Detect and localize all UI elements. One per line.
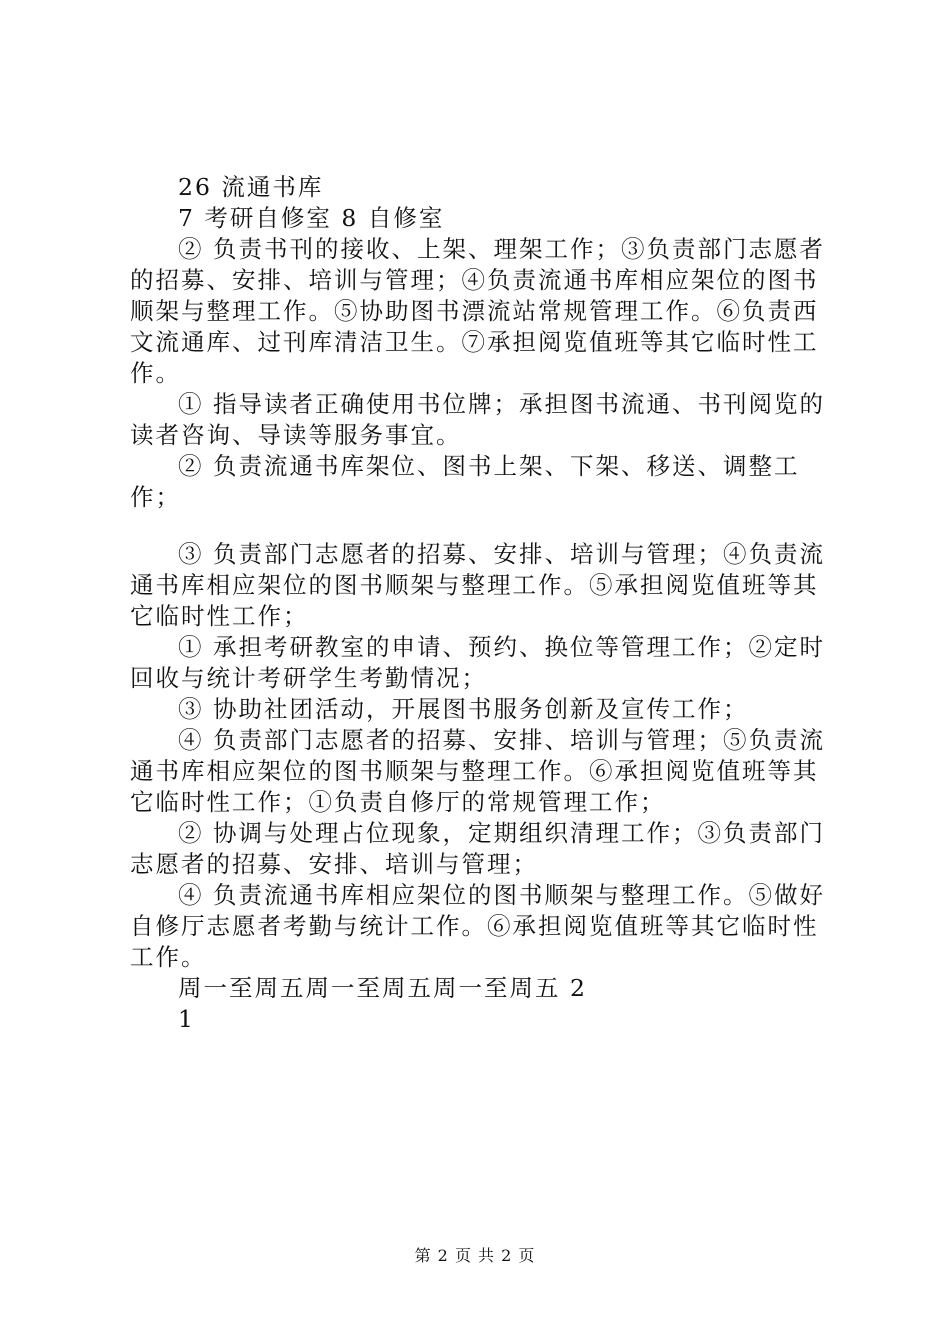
paragraph: ③ 负责部门志愿者的招募、安排、培训与管理；④负责流通书库相应架位的图书顺架与整理工作。⑤承担阅览值班等其它临时性工作；: [130, 540, 825, 630]
paragraph: ④ 负责部门志愿者的招募、安排、培训与管理；⑤负责流通书库相应架位的图书顺架与整理工作。⑥承担阅览值班等其它临时性工作；①负责自修厅的常规管理工作；: [130, 726, 825, 816]
paragraph: ② 协调与处理占位现象，定期组织清理工作；③负责部门志愿者的招募、安排、培训与管理；: [130, 819, 825, 878]
page-footer: 第 2 页 共 2 页: [414, 1246, 536, 1265]
paragraph-line: 周一至周五周一至周五周一至周五 2: [178, 974, 587, 1002]
paragraph: ② 负责流通书库架位、图书上架、下架、移送、调整工作；: [130, 452, 800, 511]
document-body: [130, 172, 840, 1035]
paragraph-line: 1: [178, 1005, 195, 1033]
paragraph: ④ 负责流通书库相应架位的图书顺架与整理工作。⑤做好自修厅志愿者考勤与统计工作。⑥承担阅览值班等其它临时性工作。: [130, 881, 825, 971]
paragraph-spacer: [130, 513, 840, 539]
paragraph: ③ 协助社团活动，开展图书服务创新及宣传工作；: [178, 695, 749, 723]
paragraph: ① 承担考研教室的申请、预约、换位等管理工作；②定时回收与统计考研学生考勤情况；: [130, 633, 825, 692]
paragraph: ① 指导读者正确使用书位牌；承担图书流通、书刊阅览的读者咨询、导读等服务事宜。: [130, 390, 825, 449]
paragraph: ② 负责书刊的接收、上架、理架工作；③负责部门志愿者的招募、安排、培训与管理；④负责流通书库相应架位的图书顺架与整理工作。⑤协助图书漂流站常规管理工作。⑥负责西文流通库、过刊库清洁卫生。⑦承担阅览值班等其它临时性工作。: [130, 235, 825, 387]
paragraph-line: 26 流通书库: [178, 173, 324, 201]
paragraph-line: 7 考研自修室 8 自修室: [178, 204, 445, 232]
